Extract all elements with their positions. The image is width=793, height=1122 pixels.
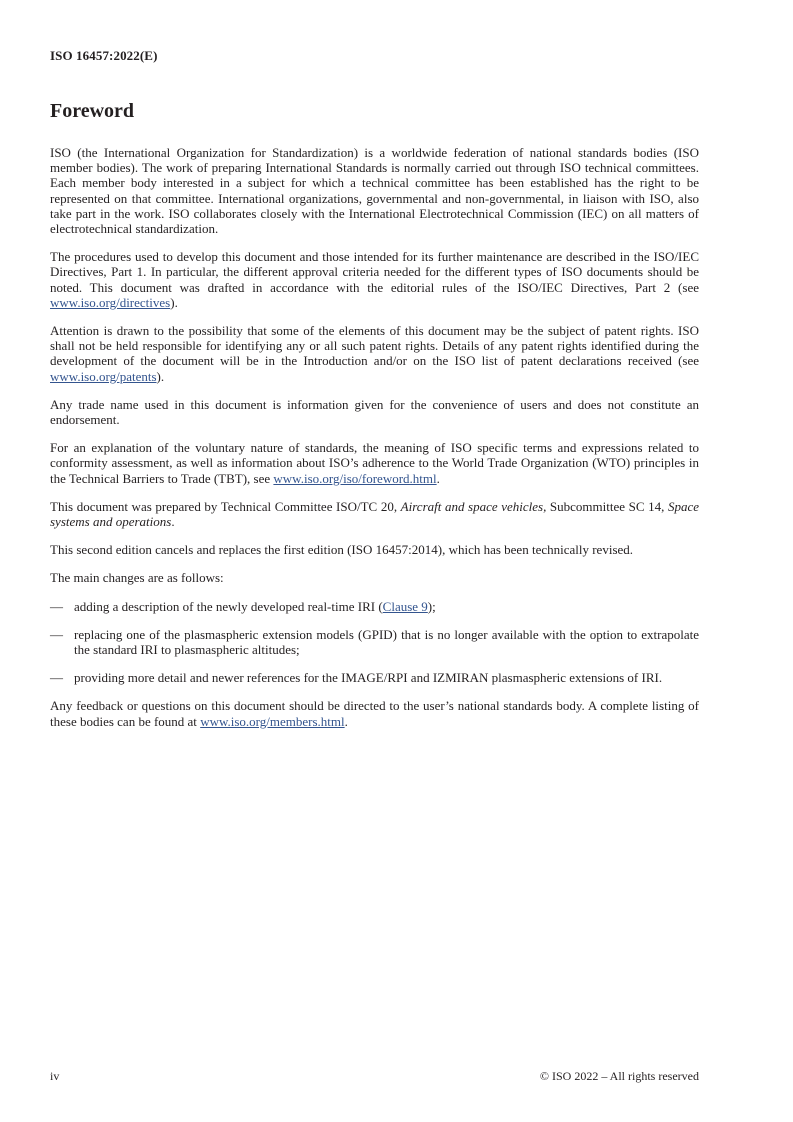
link-iso-directives[interactable]: www.iso.org/directives: [50, 294, 171, 310]
para-feedback: [50, 698, 699, 728]
italic-subcommittee-name: Space systems and operations: [50, 498, 699, 530]
link-iso-foreword[interactable]: www.iso.org/iso/foreword.html: [273, 470, 437, 486]
running-header: [50, 48, 699, 64]
text-segment: For an explanation of the voluntary nature of standards, the meaning of ISO specific terms and expressions related to conformity assessment, as well as information about ISO’s adherence to the World Trade Organization (WTO) principles in the Technical Barriers to Trade (TBT), see: [50, 440, 699, 486]
para-committee: [50, 499, 699, 529]
list-dash: —: [50, 670, 63, 686]
text-segment: This document was prepared by Technical Committee ISO/TC 20,: [50, 498, 401, 514]
text-segment: Attention is drawn to the possibility that some of the elements of this document may be the subject of patent rights. ISO shall not be held responsible for identifying any or all such patent rights. Details of any patent rights identified during the development of the document will be in the Introduction and/or on the ISO list of patent declarations received (see: [50, 323, 699, 369]
list-item-text: providing more detail and newer references for the IMAGE/RPI and IZMIRAN plasmaspheric extensions of IRI.: [74, 670, 663, 686]
text-segment: .: [171, 514, 175, 530]
para-iso-description: ISO (the International Organization for Standardization) is a worldwide federation of national standards bodies (ISO member bodies). The work of preparing International Standards is normally carried out through ISO technical committees. Each member body interested in a subject for which a technical committee has been established has the right to be represented on that committee. International organizations, governmental and non-governmental, in liaison with ISO, also take part in the work. ISO collaborates closely with the International Electrotechnical Commission (IEC) on all matters of electrotechnical standardization.: [50, 145, 699, 237]
text-segment: .: [436, 470, 440, 486]
list-item-clause9: [50, 599, 699, 614]
text-segment: The procedures used to develop this document and those intended for its further maintenance are described in the ISO/IEC Directives, Part 1. In particular, the different approval criteria needed for the different types of ISO documents should be noted. This document was drafted in accordance with the editorial rules of the ISO/IEC Directives, Part 2 (see: [50, 249, 699, 295]
list-item-text: replacing one of the plasmaspheric extension models (GPID) that is no longer available with the option to extrapolate the standard IRI to plasmaspheric altitudes;: [74, 626, 699, 658]
text-segment: ).: [170, 294, 178, 310]
para-wto-tbt: [50, 440, 699, 486]
para-procedures: [50, 249, 699, 310]
text-segment: Any feedback or questions on this document should be directed to the user’s national standards body. A complete listing of these bodies can be found at: [50, 698, 699, 729]
link-iso-patents[interactable]: www.iso.org/patents: [50, 368, 157, 384]
list-dash: —: [50, 626, 63, 642]
list-item-image-rpi: [50, 670, 699, 685]
italic-committee-name: Aircraft and space vehicles,: [400, 498, 547, 514]
para-trade-name: Any trade name used in this document is information given for the convenience of users and does not constitute an endorsement.: [50, 396, 699, 428]
para-patent-rights: [50, 323, 699, 384]
list-item-text: [74, 599, 436, 614]
foreword-section: [50, 100, 699, 729]
list-dash: —: [50, 598, 63, 614]
text-segment: );: [427, 598, 436, 614]
text-segment: Subcommittee SC 14,: [546, 498, 668, 514]
text-segment: ).: [156, 368, 165, 384]
link-clause-9[interactable]: Clause 9: [382, 598, 428, 614]
document-identifier: ISO 16457:2022(E): [50, 48, 158, 63]
list-item-gpid: [50, 627, 699, 657]
copyright-notice: © ISO 2022 – All rights reserved: [539, 1069, 699, 1083]
page-number: iv: [50, 1069, 60, 1083]
foreword-title: Foreword: [50, 100, 135, 122]
page-footer: [50, 1069, 699, 1084]
para-changes-intro: The main changes are as follows:: [50, 570, 224, 586]
para-edition: This second edition cancels and replaces the first edition (ISO 16457:2014), which has been technically revised.: [50, 542, 634, 558]
link-iso-members[interactable]: www.iso.org/members.html: [200, 713, 345, 729]
text-segment: .: [344, 713, 348, 729]
text-segment: adding a description of the newly developed real-time IRI (: [74, 598, 383, 614]
